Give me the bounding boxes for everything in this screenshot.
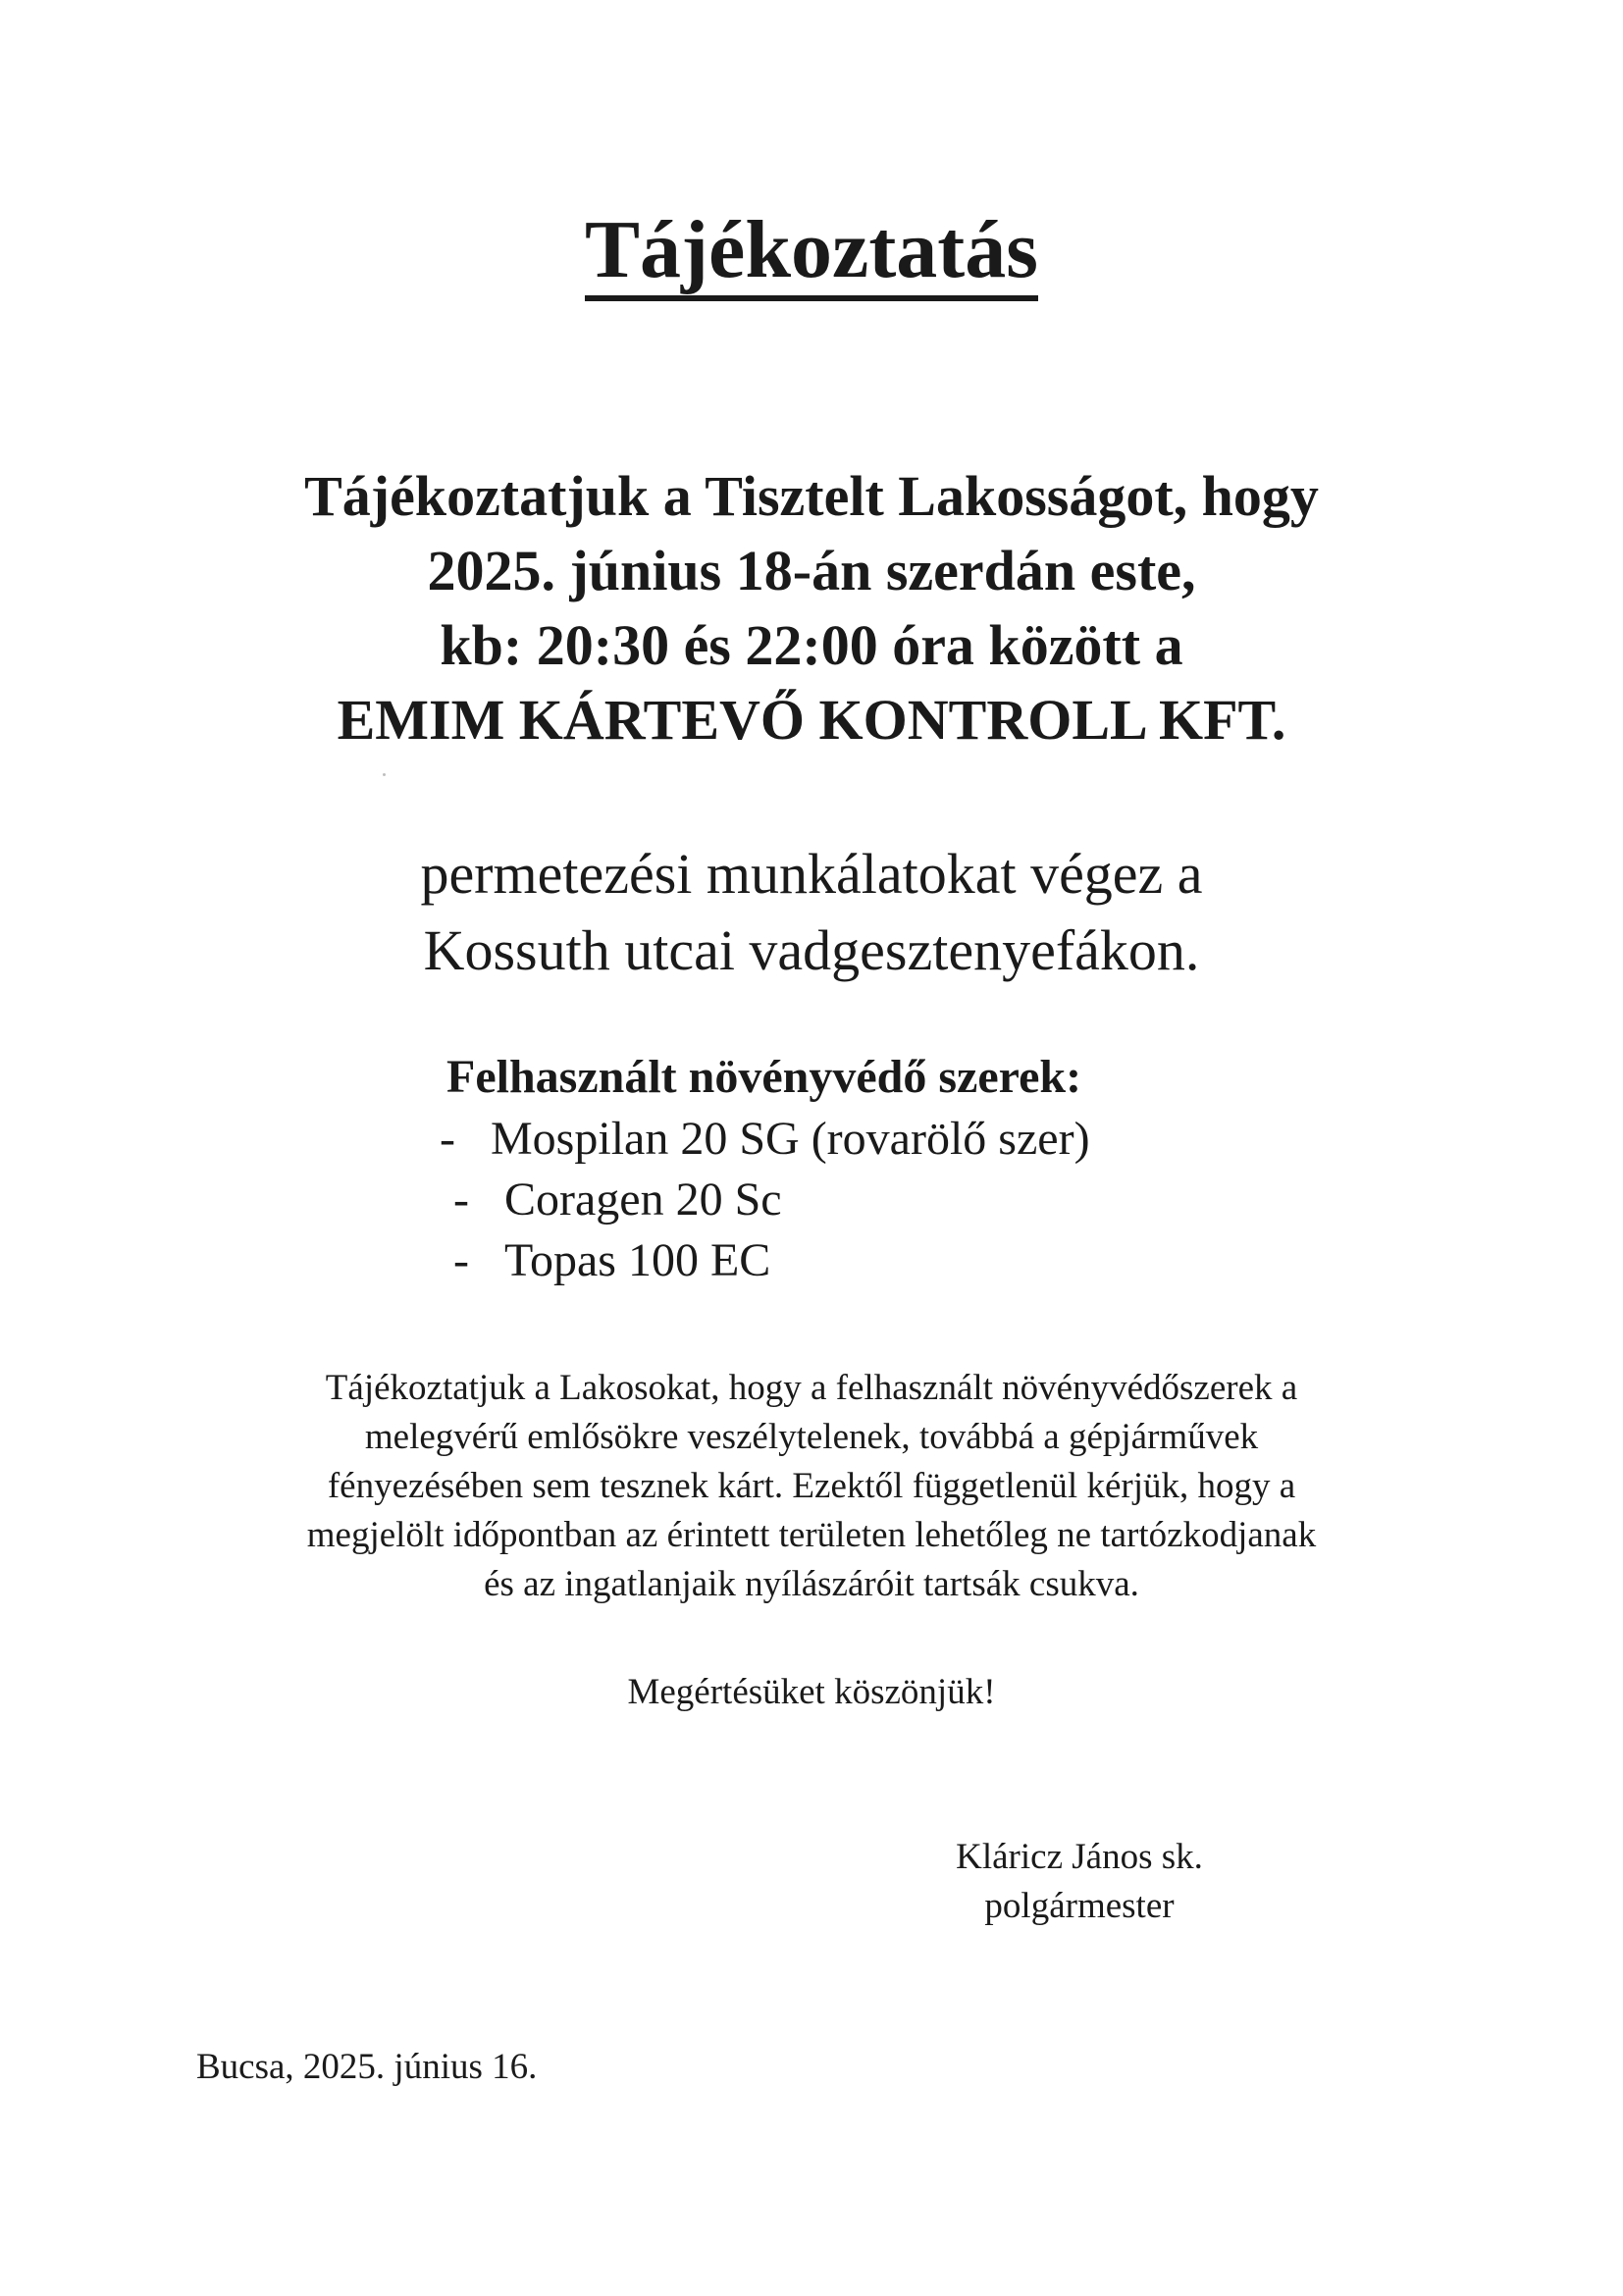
- notice-line: és az ingatlanjaik nyílászáróit tartsák csukva.: [484, 1564, 1139, 1604]
- intro-line: Tájékoztatjuk a Tisztelt Lakosságot, hogy: [304, 464, 1319, 528]
- scan-speck: [383, 773, 386, 776]
- work-paragraph: [0, 836, 1623, 989]
- agents-heading: Felhasznált növényvédő szerek:: [446, 1051, 1082, 1103]
- list-item-text: Coragen 20 Sc: [504, 1174, 782, 1226]
- signatory-name: Kláricz János sk.: [956, 1837, 1203, 1877]
- title-text: Tájékoztatás: [585, 206, 1038, 301]
- work-line: permetezési munkálatokat végez a: [420, 842, 1203, 906]
- list-bullet: -: [453, 1174, 469, 1226]
- list-item: [440, 1109, 1090, 1170]
- notice-line: melegvérű emlősökre veszélytelenek, továbbá a gépjárművek: [364, 1417, 1259, 1457]
- intro-line: kb: 20:30 és 22:00 óra között a: [440, 613, 1183, 677]
- list-item: [440, 1230, 1090, 1291]
- list-item-text: Topas 100 EC: [504, 1234, 771, 1286]
- intro-paragraph: [0, 459, 1623, 757]
- signature-block: [864, 1833, 1295, 1931]
- document-title: [0, 206, 1623, 301]
- notice-line: megjelölt időpontban az érintett területen lehetőleg ne tartózkodjanak: [306, 1515, 1317, 1555]
- intro-line: EMIM KÁRTEVŐ KONTROLL KFT.: [337, 688, 1286, 752]
- agents-list: [440, 1109, 1090, 1291]
- notice-line: Tájékoztatjuk a Lakosokat, hogy a felhasznált növényvédőszerek a: [325, 1368, 1298, 1408]
- list-bullet: -: [440, 1113, 455, 1165]
- notice-line: fényezésében sem tesznek kárt. Ezektől függetlenül kérjük, hogy a: [327, 1466, 1296, 1506]
- list-bullet: -: [453, 1234, 469, 1286]
- signatory-role: polgármester: [984, 1886, 1175, 1926]
- list-item-text: Mospilan 20 SG (rovarölő szer): [491, 1113, 1090, 1165]
- intro-line: 2025. június 18-án szerdán este,: [427, 539, 1196, 602]
- notice-paragraph: [0, 1364, 1623, 1609]
- work-line: Kossuth utcai vadgesztenyefákon.: [423, 918, 1200, 982]
- thanks-line: Megértésüket köszönjük!: [627, 1672, 996, 1712]
- list-item: [440, 1170, 1090, 1230]
- place-date: Bucsa, 2025. június 16.: [196, 2047, 538, 2087]
